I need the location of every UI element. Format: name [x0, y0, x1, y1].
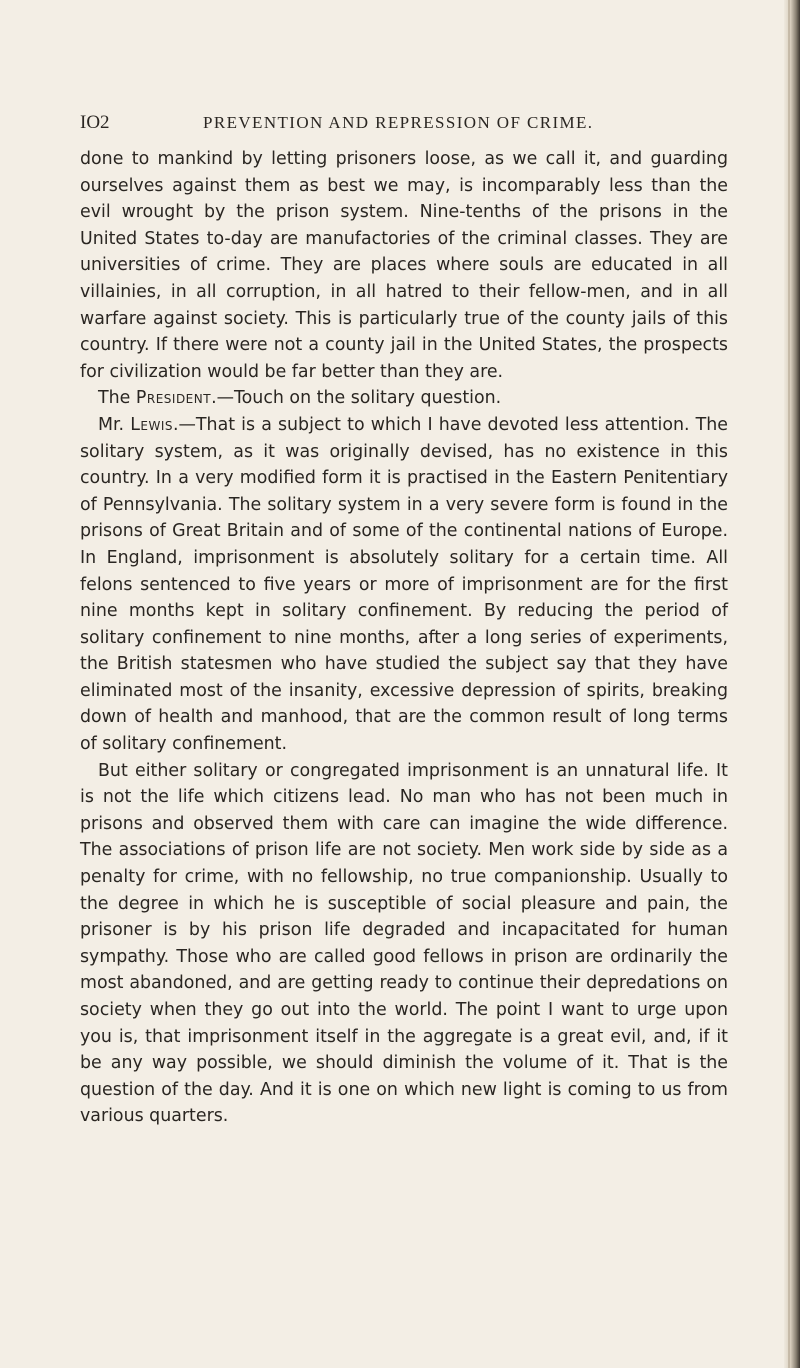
running-title: PREVENTION AND REPRESSION OF CRIME.: [203, 113, 594, 132]
paragraph-1: done to mankind by letting prisoners loose, as we call it, and guarding ourselves against them as best we may, is incomparably less than the evil wrought by the prison system. Nine-tenths of the prisons in the United States to-day are manufactories of the criminal classes. They are universities of crime. They are places where souls are educated in all villainies, in all corruption, in all hatred to their fellow-men, and in all warfare against society. This is particularly true of the county jails of this country. If there were not a county jail in the United States, the prospects for civilization would be far better than they are.: [80, 149, 728, 382]
page-edge-shadow: [784, 0, 800, 1368]
paragraph-2: [80, 385, 728, 412]
page-edge-line: [788, 0, 790, 1368]
paragraph-2-prefix: The: [98, 388, 136, 409]
body-text: [80, 146, 728, 1130]
paragraph-4: But either solitary or congregated imprisonment is an unnatural life. It is not the life which citizens lead. No man who has not been much in prisons and observed them with care can imagine the wide difference. The associations of prison life are not society. Men work side by side as a penalty for crime, with no fellowship, no true companionship. Usually to the degree in which he is susceptible of social pleasure and pain, the prisoner is by his prison life degraded and incapacitated for human sympathy. Those who are called good fellows in prison are ordinarily the most abandoned, and are getting ready to continue their depredations on society when they go out into the world. The point I want to urge upon you is, that imprisonment itself in the aggregate is a great evil, and, if it be any way possible, we should diminish the volume of it. That is the question of the day. And it is one on which new light is coming to us from various quarters.: [80, 760, 728, 1127]
page-number: IO2: [80, 112, 110, 133]
page-header: [80, 106, 760, 136]
paragraph-3-prefix: Mr.: [98, 414, 131, 435]
paragraph-3-text: .—That is a subject to which I have devoted less attention. The solitary system, as it was originally devised, has no existence in this country. In a very modified form it is practised in the Eastern Penitentiary of Pennsylvania. The solitary system in a very severe form is found in the prisons of Great Britain and of some of the continental nations of Europe. In England, imprisonment is absolutely solitary for a certain time. All felons sentenced to five years or more of imprisonment are for the first nine months kept in solitary confinement. By reducing the period of solitary confinement to nine months, after a long series of experiments, the British statesmen who have studied the subject say that they have eliminated most of the insanity, excessive depression of spirits, breaking down of health and manhood, that are the common result of long terms of solitary confinement.: [80, 414, 728, 755]
speaker-president: President: [135, 388, 212, 409]
paragraph-3: [80, 412, 728, 758]
paragraph-2-text: .—Touch on the solitary question.: [211, 388, 502, 409]
speaker-lewis: Lewis: [130, 414, 174, 435]
